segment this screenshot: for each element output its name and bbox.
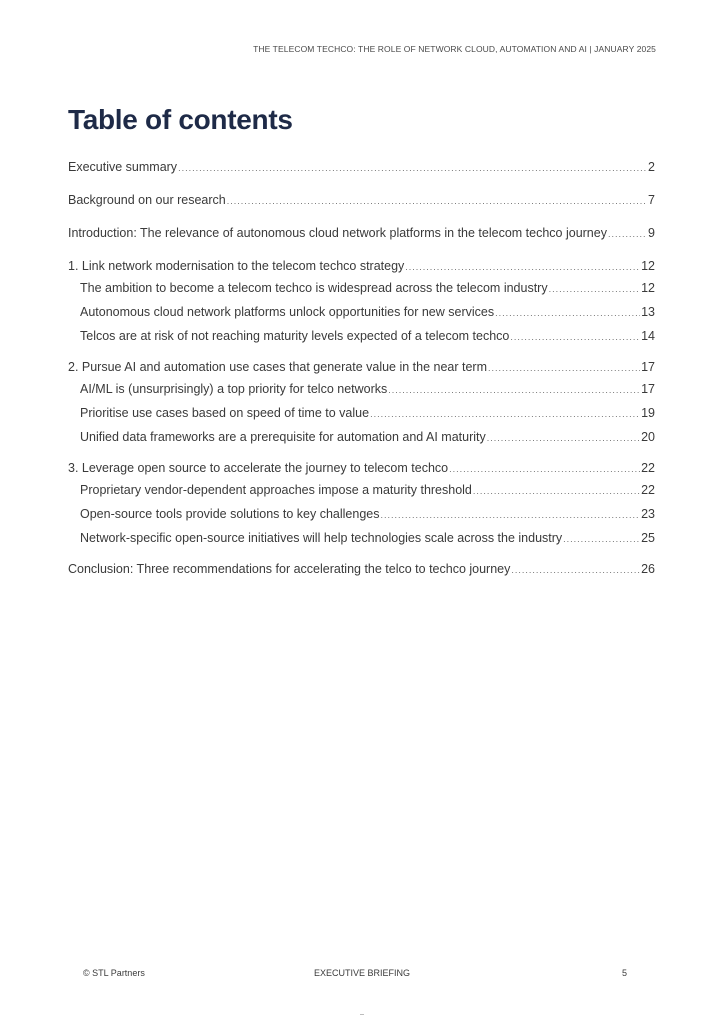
toc-entry[interactable]	[68, 300, 655, 324]
toc-entry[interactable]	[68, 559, 655, 579]
toc-dot-leader	[487, 426, 640, 450]
toc-entry[interactable]	[68, 190, 655, 210]
table-of-contents	[68, 157, 655, 579]
toc-entry-page: 20	[641, 430, 655, 444]
toc-entry-label: 1. Link network modernisation to the telecom techco strategy	[68, 259, 405, 273]
toc-entry[interactable]	[68, 478, 655, 502]
footer-document-type: EXECUTIVE BRIEFING	[314, 968, 411, 978]
toc-dot-leader	[495, 301, 640, 325]
toc-dot-leader	[449, 459, 640, 479]
toc-entry-label: The ambition to become a telecom techco is widespread across the telecom industry	[80, 281, 548, 295]
footer-page-number: 5	[622, 968, 628, 978]
toc-entry-page: 22	[641, 461, 655, 475]
page-mark	[360, 1014, 364, 1015]
toc-dot-leader	[380, 503, 640, 527]
toc-entry-page: 13	[641, 305, 655, 319]
toc-entry-label: Network-specific open-source initiatives will help technologies scale across the industry	[80, 531, 563, 545]
toc-entry-page: 9	[648, 226, 655, 240]
running-header: THE TELECOM TECHCO: THE ROLE OF NETWORK CLOUD, AUTOMATION AND AI | JANUARY 2025	[253, 44, 656, 54]
toc-entry-label: Background on our research	[68, 193, 226, 207]
toc-entry[interactable]	[68, 223, 655, 243]
toc-entry[interactable]	[68, 276, 655, 300]
toc-dot-leader	[488, 358, 640, 378]
toc-entry-page: 22	[641, 483, 655, 497]
toc-dot-leader	[388, 378, 640, 402]
toc-entry[interactable]	[68, 324, 655, 348]
toc-entry-label: Conclusion: Three recommendations for accelerating the telco to techco journey	[68, 562, 511, 576]
toc-dot-leader	[608, 224, 647, 244]
toc-dot-leader	[473, 479, 640, 503]
toc-entry-page: 17	[641, 360, 655, 374]
toc-entry-page: 12	[641, 281, 655, 295]
toc-entry[interactable]	[68, 401, 655, 425]
toc-entry[interactable]	[68, 526, 655, 550]
toc-entry[interactable]	[68, 357, 655, 377]
toc-entry[interactable]	[68, 256, 655, 276]
toc-dot-leader	[511, 560, 640, 580]
toc-dot-leader	[370, 402, 640, 426]
toc-entry-label: AI/ML is (unsurprisingly) a top priority for telco networks	[80, 382, 388, 396]
toc-dot-leader	[510, 325, 640, 349]
toc-entry-page: 26	[641, 562, 655, 576]
toc-entry-page: 14	[641, 329, 655, 343]
toc-entry-label: Unified data frameworks are a prerequisite for automation and AI maturity	[80, 430, 486, 444]
toc-entry[interactable]	[68, 502, 655, 526]
toc-entry-page: 12	[641, 259, 655, 273]
toc-entry-page: 23	[641, 507, 655, 521]
toc-entry-page: 2	[648, 160, 655, 174]
page-title: Table of contents	[68, 104, 293, 135]
toc-dot-leader	[178, 158, 647, 178]
toc-entry-label: 3. Leverage open source to accelerate the journey to telecom techco	[68, 461, 449, 475]
toc-dot-leader	[405, 257, 640, 277]
toc-entry[interactable]	[68, 157, 655, 177]
toc-entry-label: Open-source tools provide solutions to key challenges	[80, 507, 380, 521]
toc-entry[interactable]	[68, 425, 655, 449]
toc-entry-label: Prioritise use cases based on speed of time to value	[80, 406, 370, 420]
toc-entry-label: Proprietary vendor-dependent approaches impose a maturity threshold	[80, 483, 472, 497]
toc-entry-label: Introduction: The relevance of autonomous cloud network platforms in the telecom techco journey	[68, 226, 607, 240]
toc-entry-label: Executive summary	[68, 160, 178, 174]
toc-entry-page: 19	[641, 406, 655, 420]
toc-dot-leader	[563, 527, 640, 551]
toc-entry-page: 25	[641, 531, 655, 545]
toc-dot-leader	[549, 277, 641, 301]
toc-entry-label: 2. Pursue AI and automation use cases that generate value in the near term	[68, 360, 488, 374]
toc-entry-label: Autonomous cloud network platforms unlock opportunities for new services	[80, 305, 495, 319]
toc-entry-page: 7	[648, 193, 655, 207]
toc-dot-leader	[227, 191, 647, 211]
footer-copyright: © STL Partners	[83, 968, 145, 978]
toc-entry-page: 17	[641, 382, 655, 396]
toc-entry[interactable]	[68, 458, 655, 478]
toc-entry-label: Telcos are at risk of not reaching maturity levels expected of a telecom techco	[80, 329, 510, 343]
toc-entry[interactable]	[68, 377, 655, 401]
